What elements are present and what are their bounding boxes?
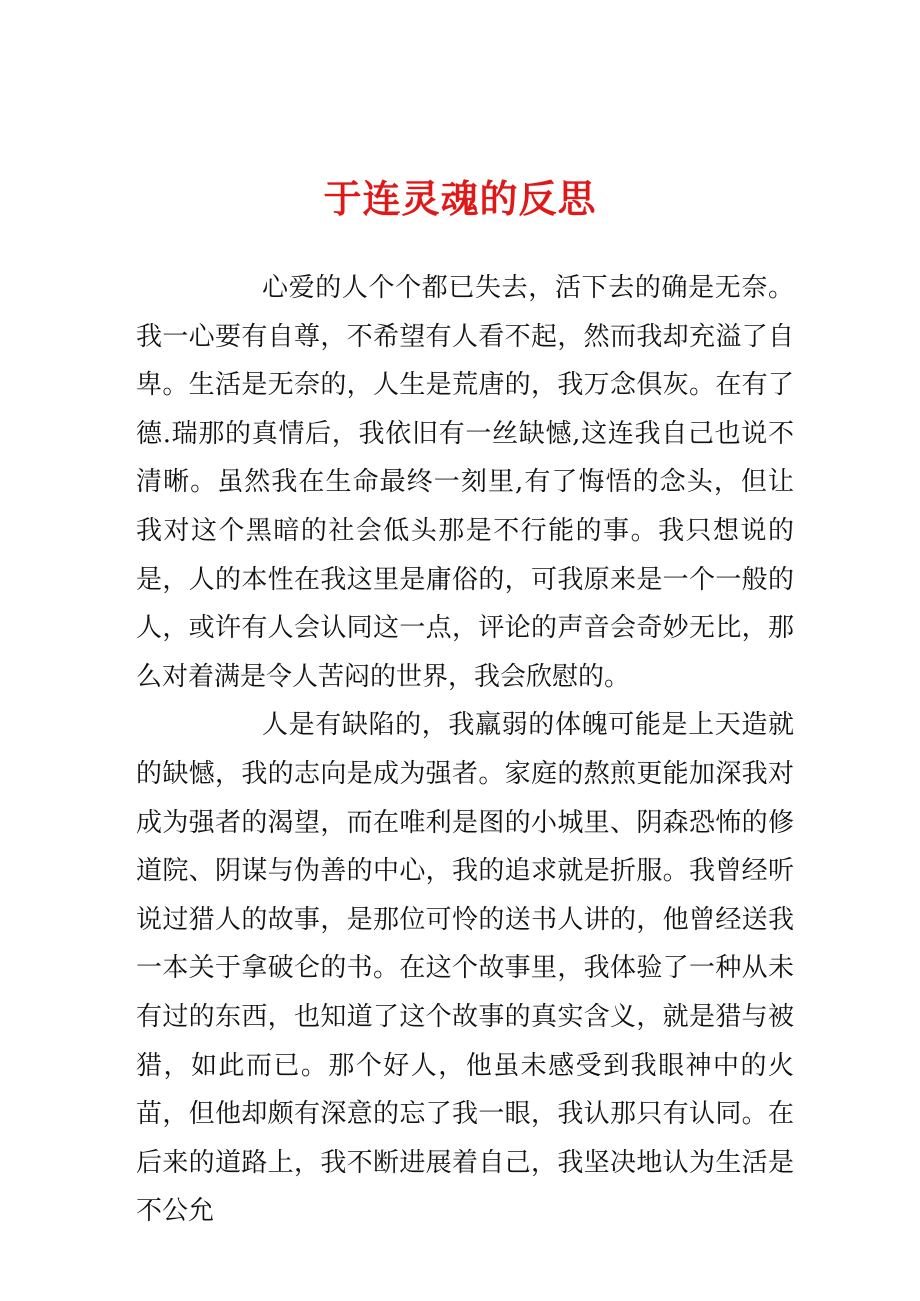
paragraph-1: 心爱的人个个都已失去，活下去的确是无奈。我一心要有自尊，不希望有人看不起，然而我却充溢了自卑。生活是无奈的，人生是荒唐的，我万念俱灰。在有了德.瑞那的真情后，我依旧有一丝缺憾,这连我自己也说不清晰。虽然我在生命最终一刻里,有了悔悟的念头，但让我对这个黑暗的社会低头那是不行能的事。我只想说的是，人的本性在我这里是庸俗的，可我原来是一个一般的人，或许有人会认同这一点，评论的声音会奇妙无比，那么对着满是令人苦闷的世界，我会欣慰的。 bbox=[136, 273, 794, 692]
paragraph-2: 人是有缺陷的，我羸弱的体魄可能是上天造就的缺憾，我的志向是成为强者。家庭的熬煎更能加深我对成为强者的渴望，而在唯利是图的小城里、阴森恐怖的修道院、阴谋与伪善的中心，我的追求就是折服。我曾经听说过猎人的故事，是那位可怜的送书人讲的，他曾经送我一本关于拿破仑的书。在这个故事里，我体验了一种从未有过的东西，也知道了这个故事的真实含义，就是猎与被猎，如此而已。那个好人，他虽未感受到我眼神中的火苗，但他却颇有深意的忘了我一眼，我认那只有认同。在后来的道路上，我不断进展着自己，我坚决地认为生活是不公允 bbox=[136, 710, 794, 1227]
document-title: 于连灵魂的反思 bbox=[323, 176, 597, 222]
document-body bbox=[136, 264, 794, 1236]
